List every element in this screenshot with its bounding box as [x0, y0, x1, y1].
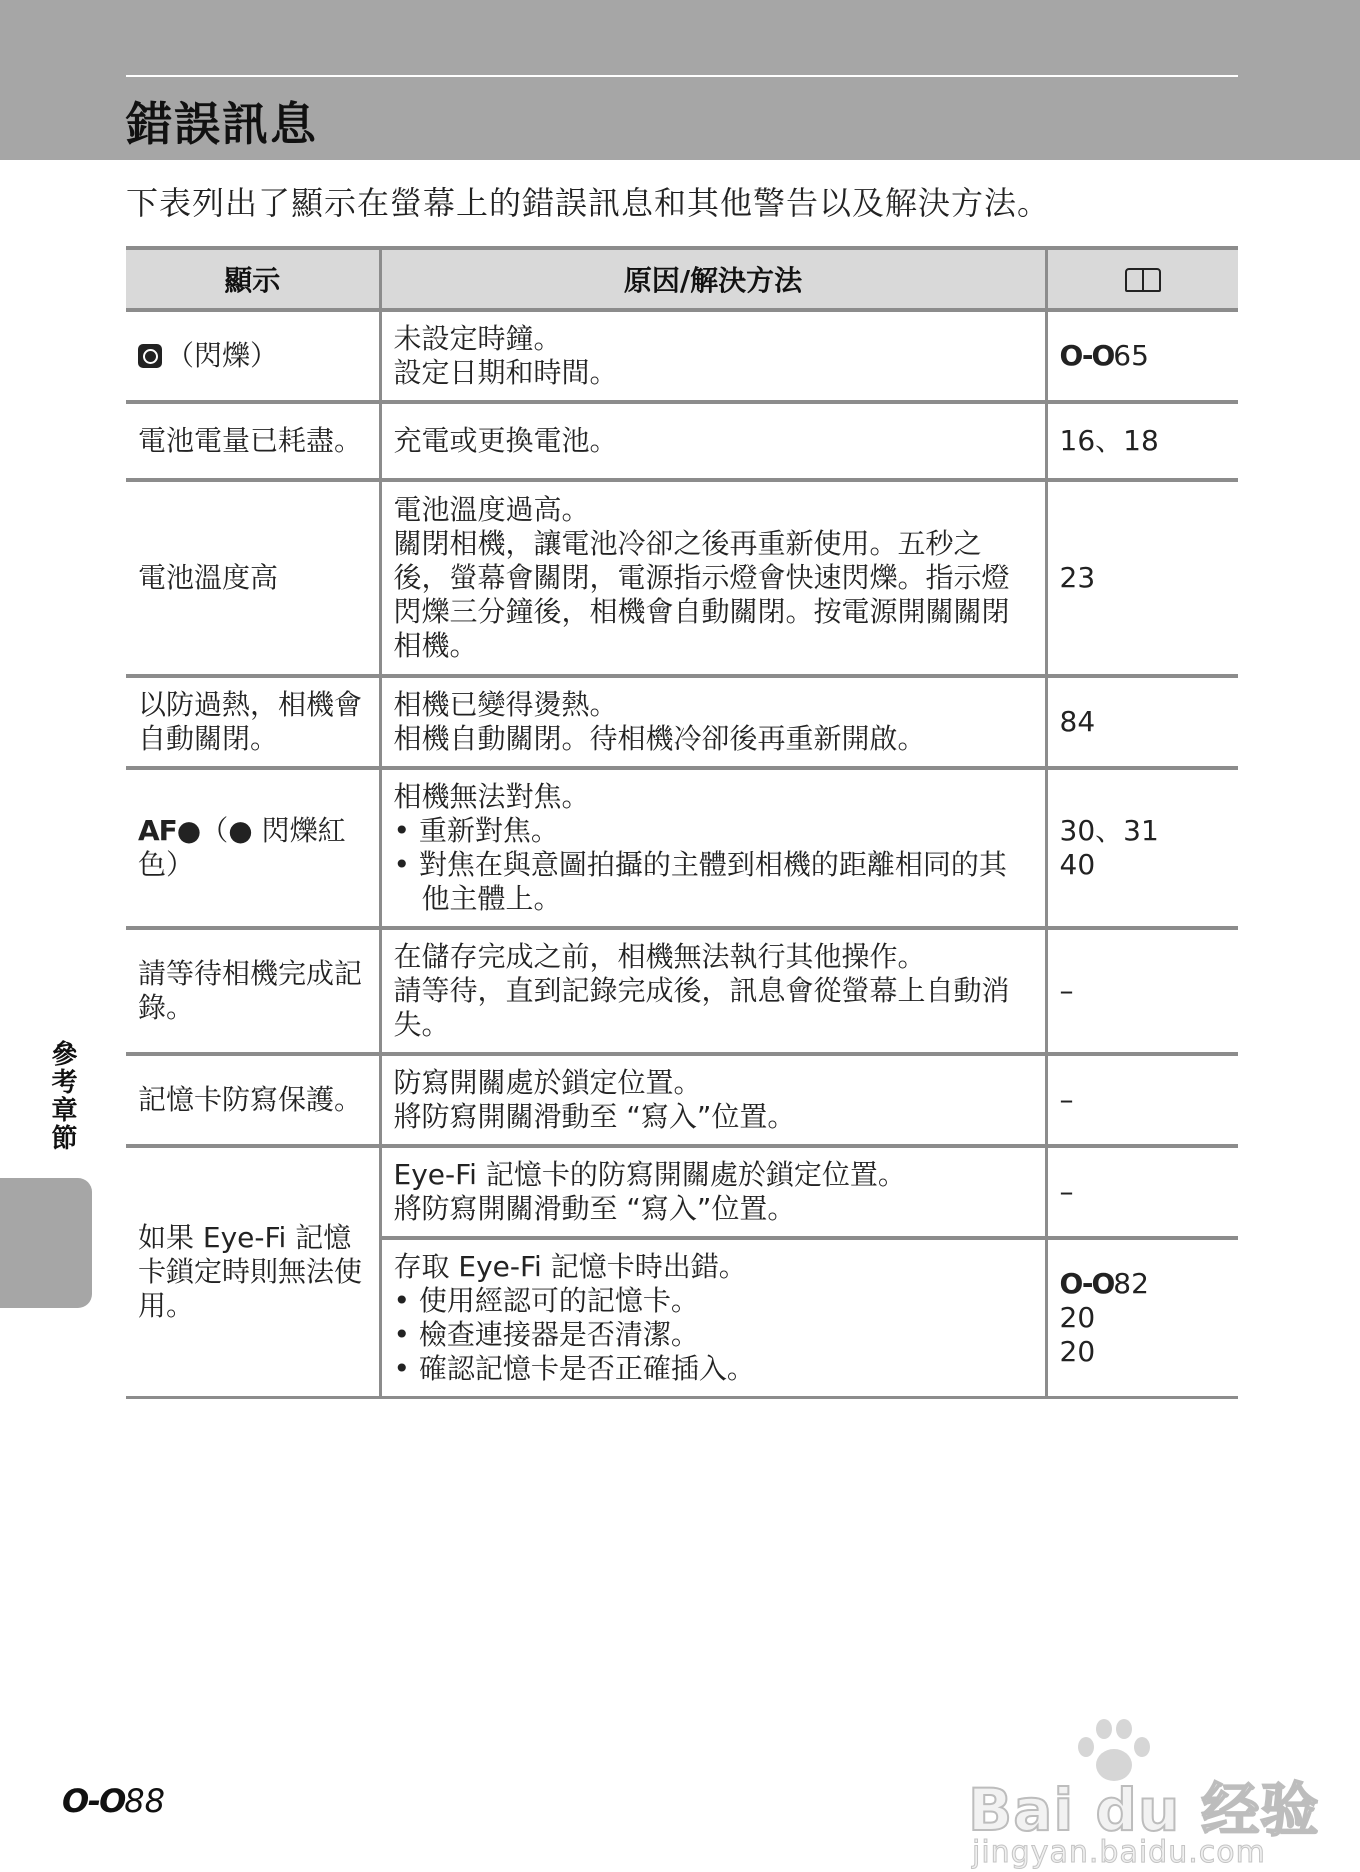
- cause-line: 未設定時鐘。: [393, 322, 562, 355]
- reference-page: 20: [1059, 1301, 1096, 1334]
- reference-cell: –: [1046, 1146, 1238, 1238]
- reference-cell: –: [1046, 928, 1238, 1054]
- cause-line: 將防寫開關滑動至 “寫入”位置。: [393, 1100, 796, 1133]
- watermark-text: Bai du 经验: [968, 1776, 1320, 1844]
- reference-cell: [1046, 1238, 1238, 1398]
- bullet-item: • 對焦在與意圖拍攝的主體到相機的距離相同的其他主體上。: [394, 848, 1033, 916]
- cause-line: 在儲存完成之前，相機無法執行其他操作。: [393, 940, 926, 973]
- cause-line: 相機自動關閉。待相機冷卻後再重新開啟。: [393, 722, 926, 755]
- reference-cell: –: [1046, 1054, 1238, 1146]
- cause-line: 將防寫開關滑動至 “寫入”位置。: [393, 1192, 796, 1225]
- cause-line: 存取 Eye-Fi 記憶卡時出錯。: [393, 1250, 747, 1283]
- header-display: 顯示: [126, 248, 380, 310]
- error-message-table: [126, 246, 1238, 1399]
- cause-cell: [380, 1054, 1046, 1146]
- display-text: （閃爍）: [166, 339, 279, 372]
- intro-text: 下表列出了顯示在螢幕上的錯誤訊息和其他警告以及解決方法。: [126, 184, 1051, 222]
- reference-cell: [1046, 310, 1238, 402]
- cause-line: 電池溫度過高。: [393, 493, 590, 526]
- display-cell: 以防過熱，相機會自動關閉。: [126, 676, 380, 768]
- bullet-item: • 使用經認可的記憶卡。: [394, 1284, 1033, 1318]
- table-row: [126, 480, 1238, 676]
- header-rule: [126, 75, 1238, 77]
- side-tab: [0, 1178, 92, 1308]
- book-icon: [1124, 268, 1162, 292]
- page-title: 錯誤訊息: [126, 97, 318, 151]
- table-row: [126, 1054, 1238, 1146]
- cause-cell: [380, 402, 1046, 480]
- display-cell: [126, 310, 380, 402]
- cause-line: 關閉相機，讓電池冷卻之後再重新使用。五秒之後，螢幕會關閉，電源指示燈會快速閃爍。指示燈閃爍三分鐘後，相機會自動關閉。按電源開關關閉相機。: [393, 527, 1010, 662]
- display-cell: 電池溫度高: [126, 480, 380, 676]
- watermark: [968, 1715, 1320, 1870]
- table-row: [126, 676, 1238, 768]
- cause-cell: [380, 310, 1046, 402]
- display-cell: [126, 768, 380, 928]
- side-tab-label: 參考章節: [47, 1040, 77, 1152]
- reference-symbol-icon: O-O: [1059, 1267, 1114, 1300]
- table-row: [126, 310, 1238, 402]
- cause-line: 設定日期和時間。: [393, 356, 618, 389]
- reference-page: 65: [1113, 339, 1149, 372]
- header-cause: 原因/解決方法: [380, 248, 1046, 310]
- table-row: [126, 928, 1238, 1054]
- display-cell: 記憶卡防寫保護。: [126, 1054, 380, 1146]
- page-number: [62, 1782, 165, 1820]
- header-reference: [1046, 248, 1238, 310]
- cause-line: 請等待，直到記錄完成後，訊息會從螢幕上自動消失。: [393, 974, 1010, 1041]
- reference-cell: 84: [1046, 676, 1238, 768]
- cause-line: 相機無法對焦。: [393, 780, 590, 813]
- table-header-row: [126, 248, 1238, 310]
- cause-line: 充電或更換電池。: [393, 424, 618, 457]
- cause-line: 防寫開關處於鎖定位置。: [393, 1066, 702, 1099]
- cause-cell: [380, 1238, 1046, 1398]
- reference-page: 30、31: [1059, 814, 1159, 847]
- table-row: [126, 402, 1238, 480]
- watermark-url: jingyan.baidu.com: [972, 1835, 1266, 1870]
- cause-line: 相機已變得燙熱。: [393, 688, 618, 721]
- display-cell: 如果 Eye-Fi 記憶卡鎖定時則無法使用。: [126, 1146, 380, 1398]
- reference-symbol-icon: O-O: [1059, 339, 1114, 372]
- reference-cell: 23: [1046, 480, 1238, 676]
- bullet-item: • 檢查連接器是否清潔。: [394, 1318, 1033, 1352]
- table-row: [126, 1146, 1238, 1238]
- display-cell: 電池電量已耗盡。: [126, 402, 380, 480]
- display-cell: 請等待相機完成記錄。: [126, 928, 380, 1054]
- cause-cell: [380, 768, 1046, 928]
- cause-line: Eye-Fi 記憶卡的防寫開關處於鎖定位置。: [393, 1158, 906, 1191]
- af-focus-icon: AF●: [138, 814, 201, 847]
- page-number-value: 88: [124, 1782, 165, 1820]
- clock-icon: [138, 344, 162, 368]
- reference-page: 40: [1059, 848, 1096, 881]
- cause-cell: [380, 1146, 1046, 1238]
- reference-symbol-icon: O-O: [62, 1782, 125, 1820]
- cause-cell: [380, 480, 1046, 676]
- reference-cell: 16、18: [1046, 402, 1238, 480]
- cause-cell: [380, 928, 1046, 1054]
- display-text: （● 閃爍紅色）: [138, 814, 346, 881]
- reference-page: [1060, 1267, 1227, 1301]
- cause-cell: [380, 676, 1046, 768]
- reference-page-number: 82: [1113, 1267, 1149, 1300]
- table-row: [126, 768, 1238, 928]
- bullet-item: • 確認記憶卡是否正確插入。: [394, 1352, 1033, 1386]
- reference-page: 20: [1059, 1335, 1096, 1368]
- reference-cell: [1046, 768, 1238, 928]
- bullet-item: • 重新對焦。: [394, 814, 1033, 848]
